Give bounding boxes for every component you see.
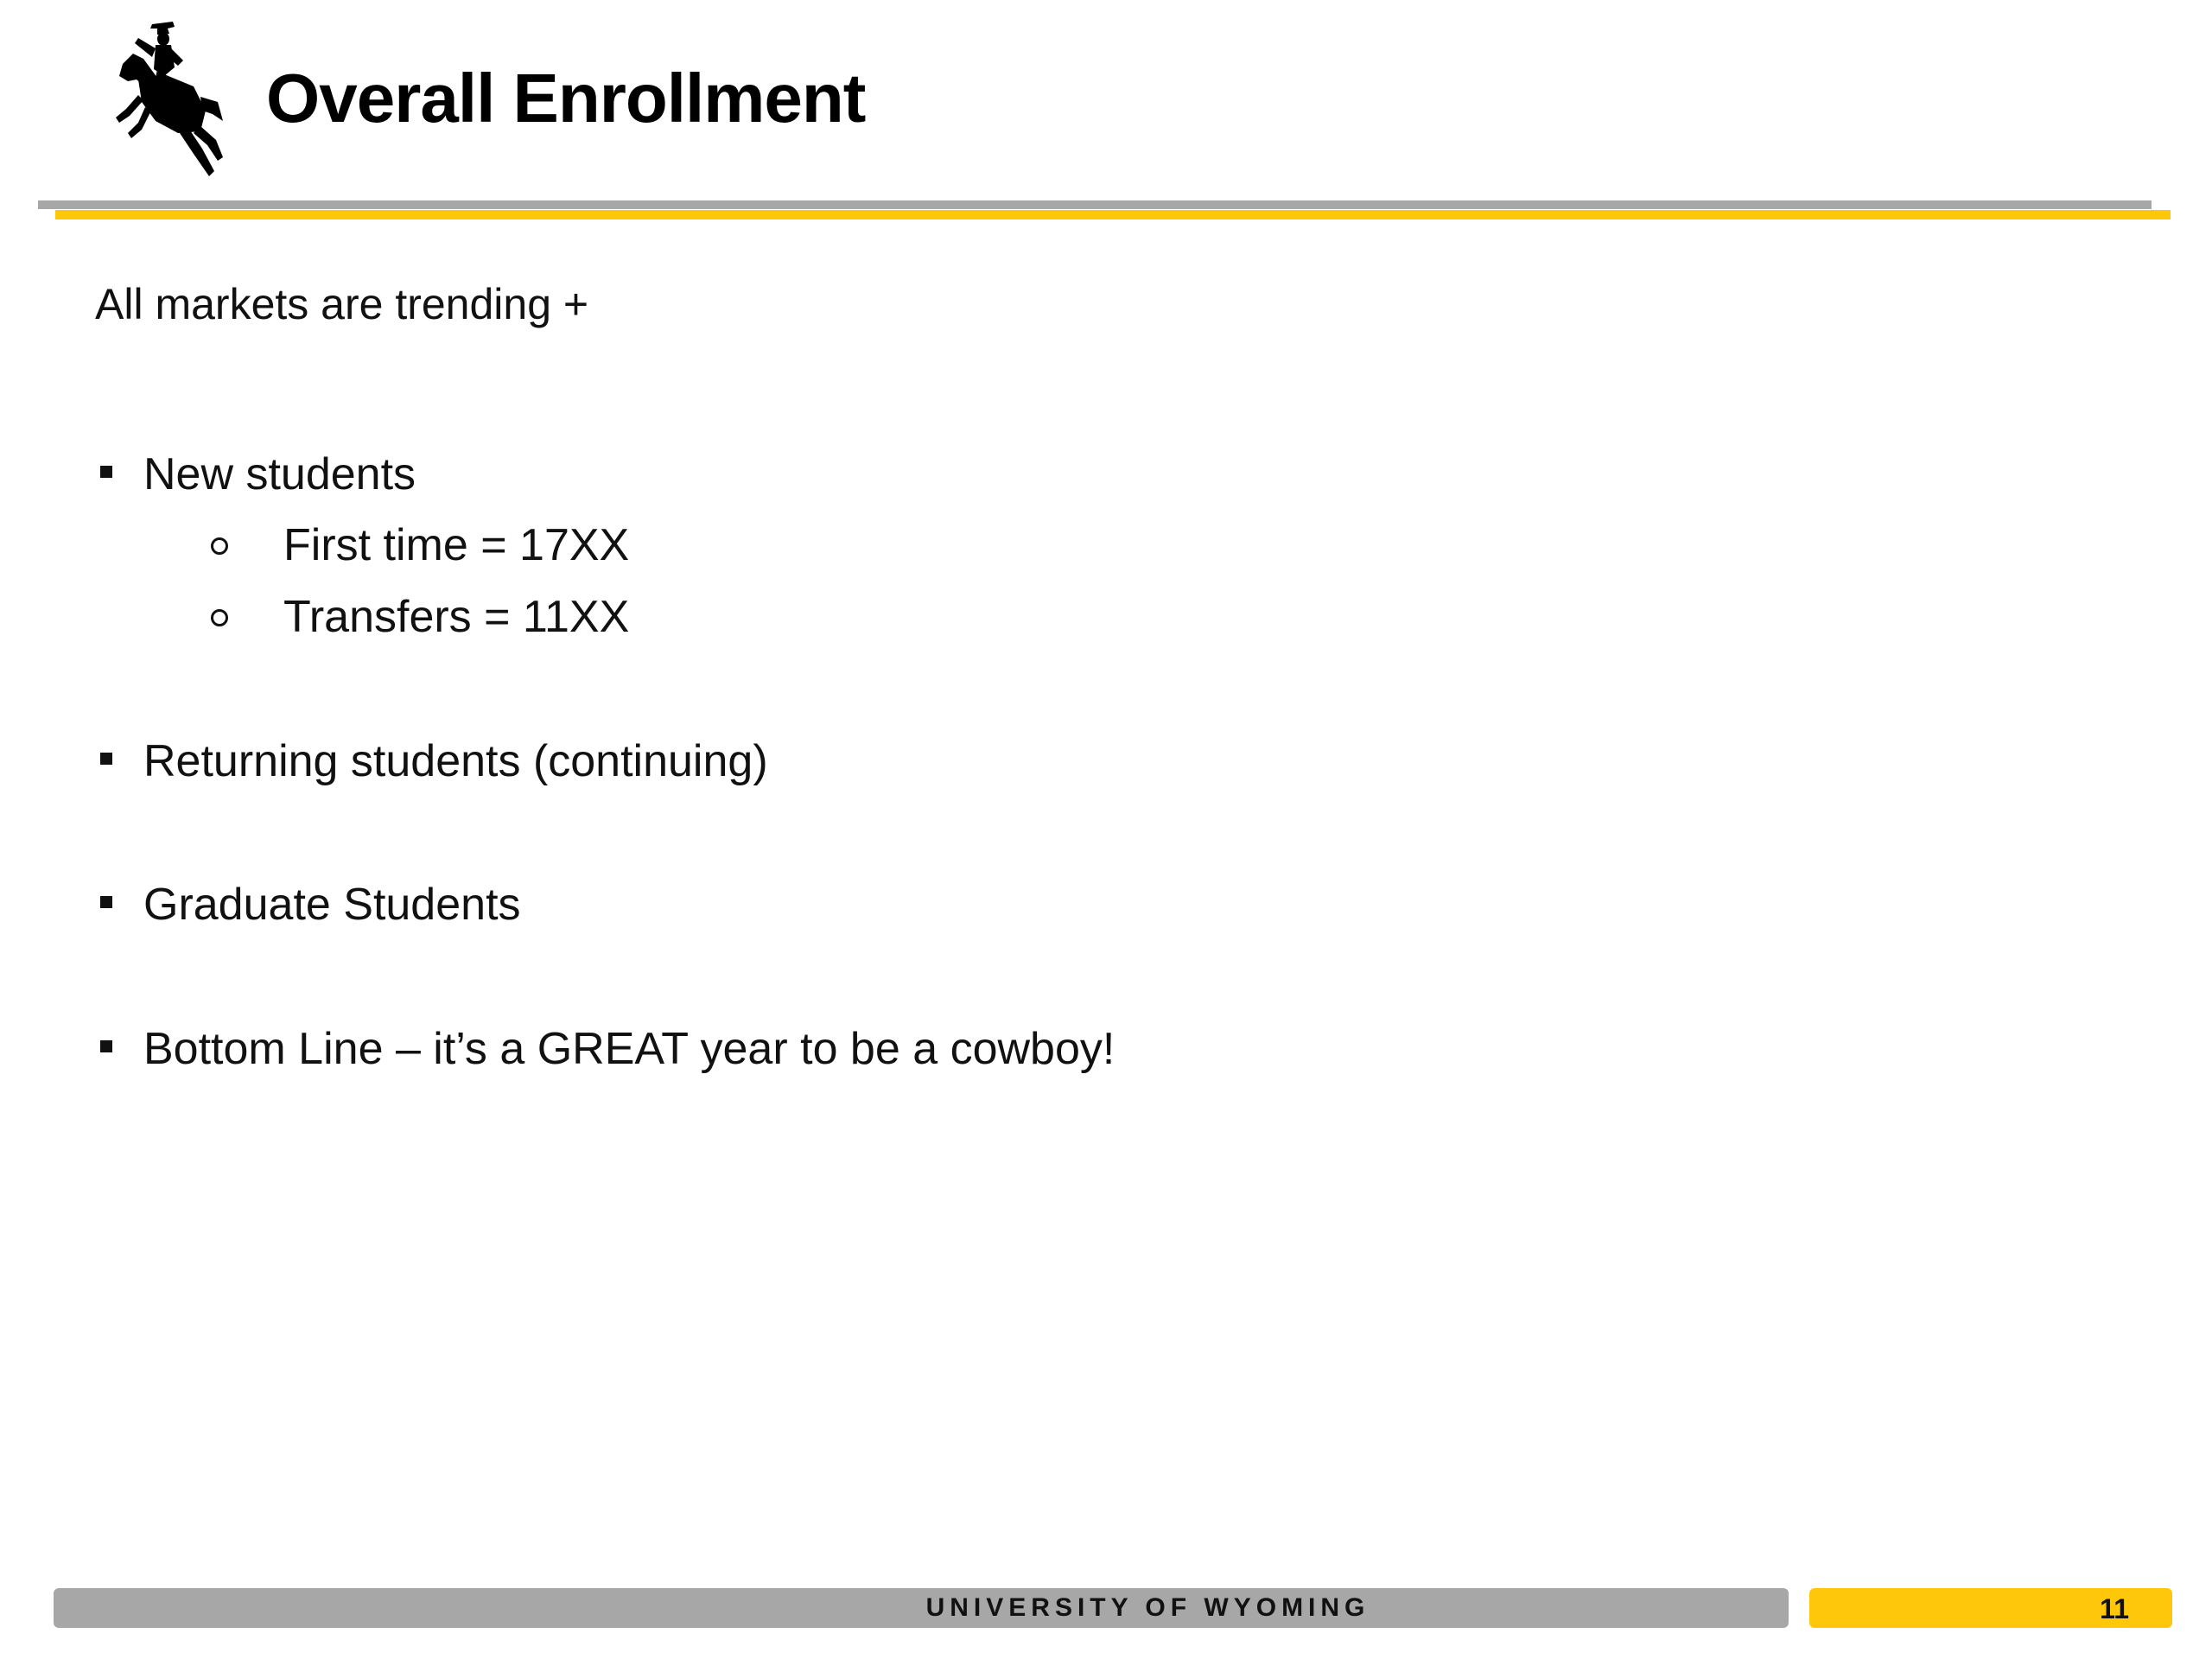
- intro-text: All markets are trending +: [95, 280, 589, 328]
- footer-organization: UNIVERSITY OF WYOMING: [925, 1593, 1370, 1622]
- header-rule-yellow: [55, 210, 2171, 219]
- sub-bullet-item: [211, 590, 629, 644]
- bullet-item: [95, 448, 416, 501]
- square-bullet-icon: [100, 753, 112, 765]
- square-bullet-icon: [100, 1040, 112, 1052]
- bucking-horse-rider-icon: [104, 19, 225, 183]
- page-number-bar: [1809, 1588, 2172, 1628]
- footer-bar: [54, 1588, 1789, 1628]
- bullet-text: Graduate Students: [143, 880, 521, 930]
- header-rule-gray: [38, 200, 2152, 209]
- page-number: 11: [2100, 1593, 2129, 1624]
- bullet-text: Returning students (continuing): [143, 736, 768, 786]
- circle-bullet-icon: [211, 609, 228, 626]
- sub-bullet-text: First time = 17XX: [283, 520, 630, 570]
- square-bullet-icon: [100, 466, 112, 478]
- bullet-text: New students: [143, 449, 416, 499]
- sub-bullet-text: Transfers = 11XX: [283, 592, 630, 642]
- circle-bullet-icon: [211, 537, 228, 555]
- bullet-text: Bottom Line – it’s a GREAT year to be a cowboy!: [143, 1024, 1116, 1074]
- sub-bullet-item: [211, 518, 629, 572]
- slide-title: Overall Enrollment: [266, 60, 866, 137]
- square-bullet-icon: [100, 896, 112, 908]
- bullet-item: [95, 1022, 1115, 1076]
- bullet-item: [95, 878, 521, 931]
- bullet-item: [95, 734, 768, 788]
